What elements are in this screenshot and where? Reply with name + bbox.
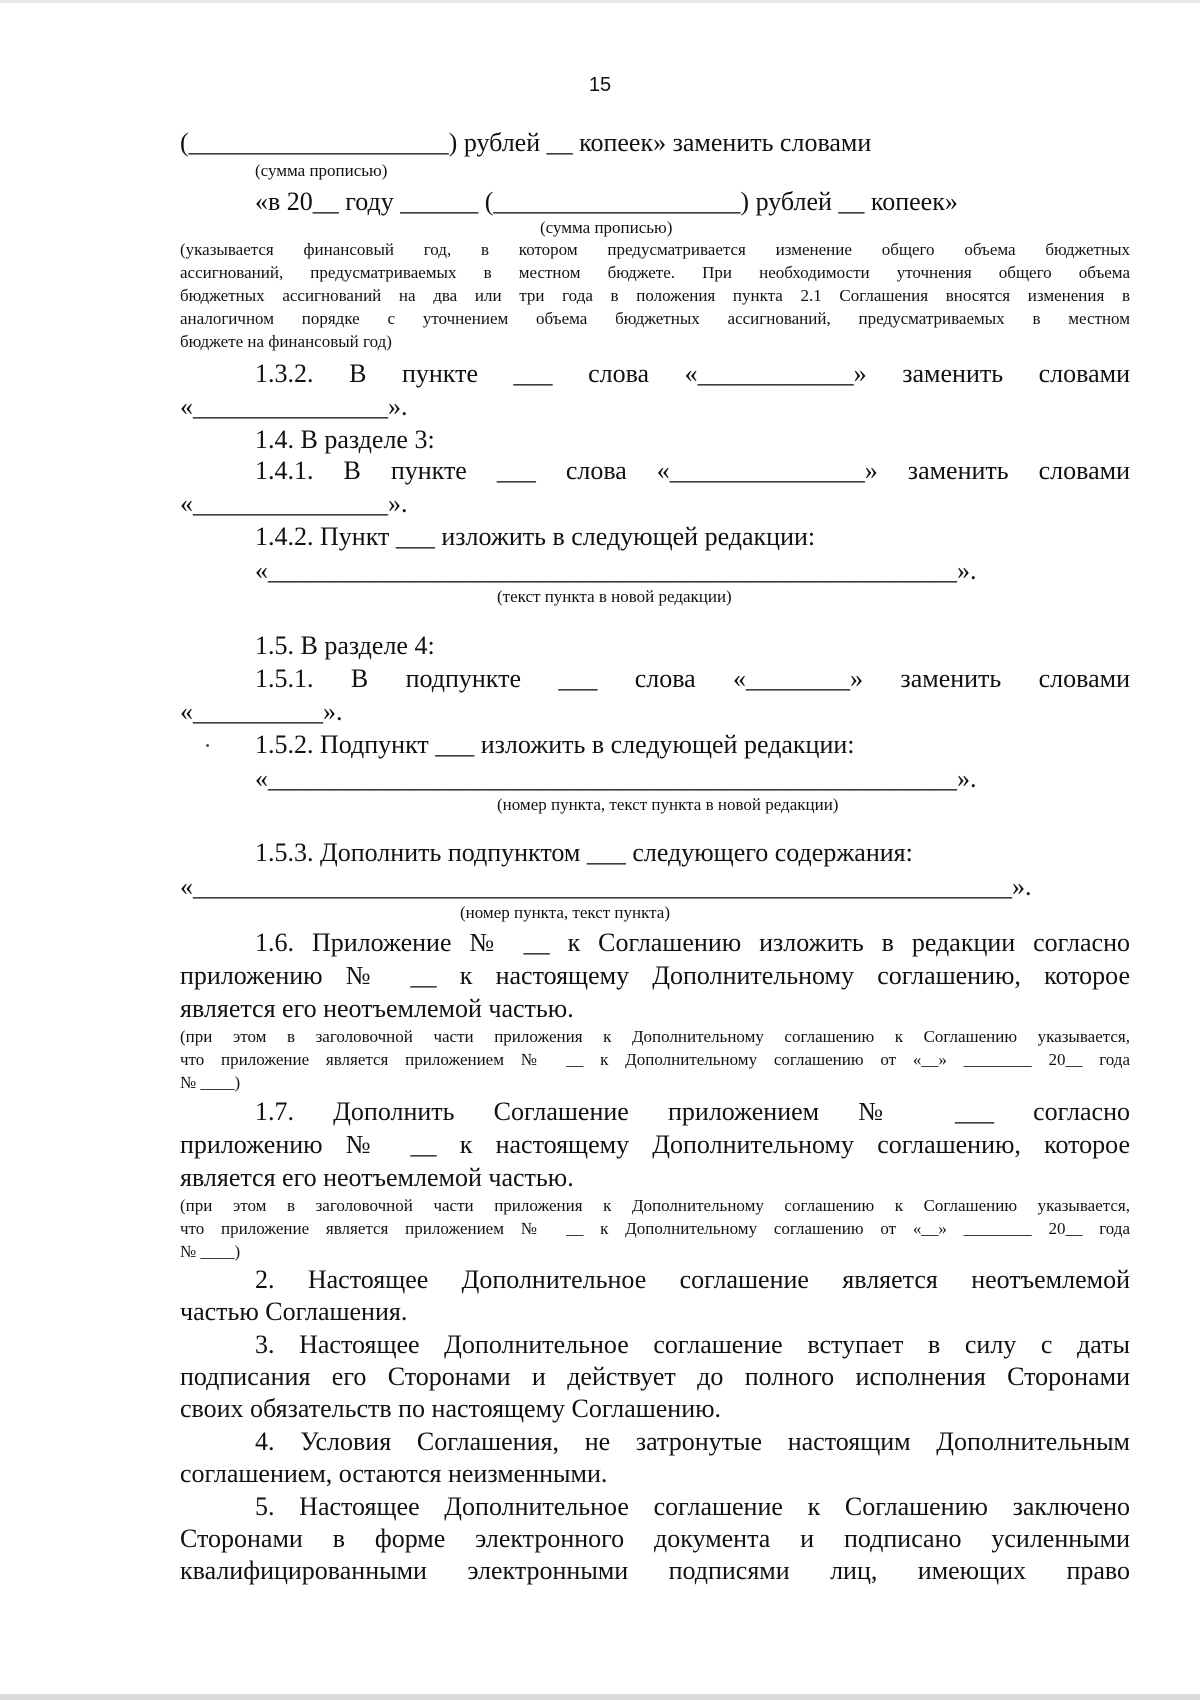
clause-1-7-line: является его неотъемлемой частью. [180,1163,574,1192]
clause-1-7-note: № ____) [180,1242,241,1261]
clause-1-7-line: приложению № __ к настоящему Дополнительному соглашению, которое [180,1130,1130,1159]
clause-1-5-2: 1.5.2. Подпункт ___ изложить в следующей редакции: [255,730,855,759]
scan-edge-top [0,0,1200,3]
clause-1-3-2-cont: «_______________». [180,392,408,421]
clause-5-line: 5. Настоящее Дополнительное соглашение к Соглашению заключено [255,1492,1130,1521]
amount-line-1-note: (сумма прописью) [255,161,388,180]
clause-1-5-3-fill: «_______________________________________________________________». [180,872,1032,901]
clause-1-5-3: 1.5.3. Дополнить подпунктом ___ следующего содержания: [255,838,913,867]
page-number: 15 [588,74,612,96]
clause-3-line: подписания его Сторонами и действует до полного исполнения Сторонами [180,1362,1130,1391]
clause-1-5-2-note: (номер пункта, текст пункта в новой редакции) [497,795,839,814]
clause-1-4-2-note: (текст пункта в новой редакции) [497,587,732,606]
clause-5-line: Сторонами в форме электронного документа и подписано усиленными [180,1524,1130,1553]
clause-1-6-note: что приложение является приложением № __ к Дополнительному соглашению от «__» ________ 20__ года [180,1050,1130,1069]
clause-4-line: соглашением, остаются неизменными. [180,1459,608,1488]
amount-line-2-note: (сумма прописью) [540,218,673,237]
clause-3-line: 3. Настоящее Дополнительное соглашение вступает в силу с даты [255,1330,1130,1359]
clause-1-5-3-note: (номер пункта, текст пункта) [460,903,671,922]
clause-1-4: 1.4. В разделе 3: [255,425,435,454]
clause-1-5-1-cont: «__________». [180,697,343,726]
clause-1-4-1-cont: «_______________». [180,489,408,518]
clause-1-4-2: 1.4.2. Пункт ___ изложить в следующей редакции: [255,522,816,551]
scan-edge-bottom [0,1694,1200,1700]
clause-1-4-2-fill: «_____________________________________________________». [255,556,977,585]
clause-1-6-line: является его неотъемлемой частью. [180,994,574,1023]
fin-note-line: аналогичном порядке с уточнением объема бюджетных ассигнований, предусматриваемых в местном [180,309,1130,328]
clause-5-line: квалифицированными электронными подписями лиц, имеющих право [180,1556,1130,1585]
clause-1-6-line: 1.6. Приложение № __ к Соглашению изложить в редакции согласно [255,928,1130,957]
clause-1-6-note: № ____) [180,1073,241,1092]
clause-1-7-note: что приложение является приложением № __ к Дополнительному соглашению от «__» ________ 20__ года [180,1219,1130,1238]
clause-3-line: своих обязательств по настоящему Соглашению. [180,1394,722,1423]
clause-1-5-2-fill: «_____________________________________________________». [255,764,977,793]
clause-2-line: 2. Настоящее Дополнительное соглашение является неотъемлемой [255,1265,1130,1294]
clause-1-5: 1.5. В разделе 4: [255,631,435,660]
clause-1-7-note: (при этом в заголовочной части приложения к Дополнительному соглашению к Соглашению указывается, [180,1196,1130,1215]
clause-1-4-1: 1.4.1. В пункте ___ слова «_______________» заменить словами [255,456,1130,485]
clause-4-line: 4. Условия Соглашения, не затронутые настоящим Дополнительным [255,1427,1130,1456]
scan-speck [206,744,209,747]
clause-2-line: частью Соглашения. [180,1297,408,1326]
fin-note-line: (указывается финансовый год, в котором предусматривается изменение общего объема бюджетных [180,240,1130,259]
fin-note-line: ассигнований, предусматриваемых в местном бюджете. При необходимости уточнения общего объема [180,263,1130,282]
amount-line-1: (____________________) рублей __ копеек» заменить словами [180,128,872,157]
clause-1-3-2: 1.3.2. В пункте ___ слова «____________» заменить словами [255,359,1130,388]
clause-1-5-1: 1.5.1. В подпункте ___ слова «________» заменить словами [255,664,1130,693]
clause-1-6-note: (при этом в заголовочной части приложения к Дополнительному соглашению к Соглашению указывается, [180,1027,1130,1046]
fin-note-line: бюджетных ассигнований на два или три года в положения пункта 2.1 Соглашения вносятся изменения в [180,286,1130,305]
clause-1-7-line: 1.7. Дополнить Соглашение приложением № ___ согласно [255,1097,1130,1126]
fin-note-line: бюджете на финансовый год) [180,332,392,351]
amount-line-2: «в 20__ году ______ (___________________) рублей __ копеек» [255,187,958,216]
clause-1-6-line: приложению № __ к настоящему Дополнительному соглашению, которое [180,961,1130,990]
